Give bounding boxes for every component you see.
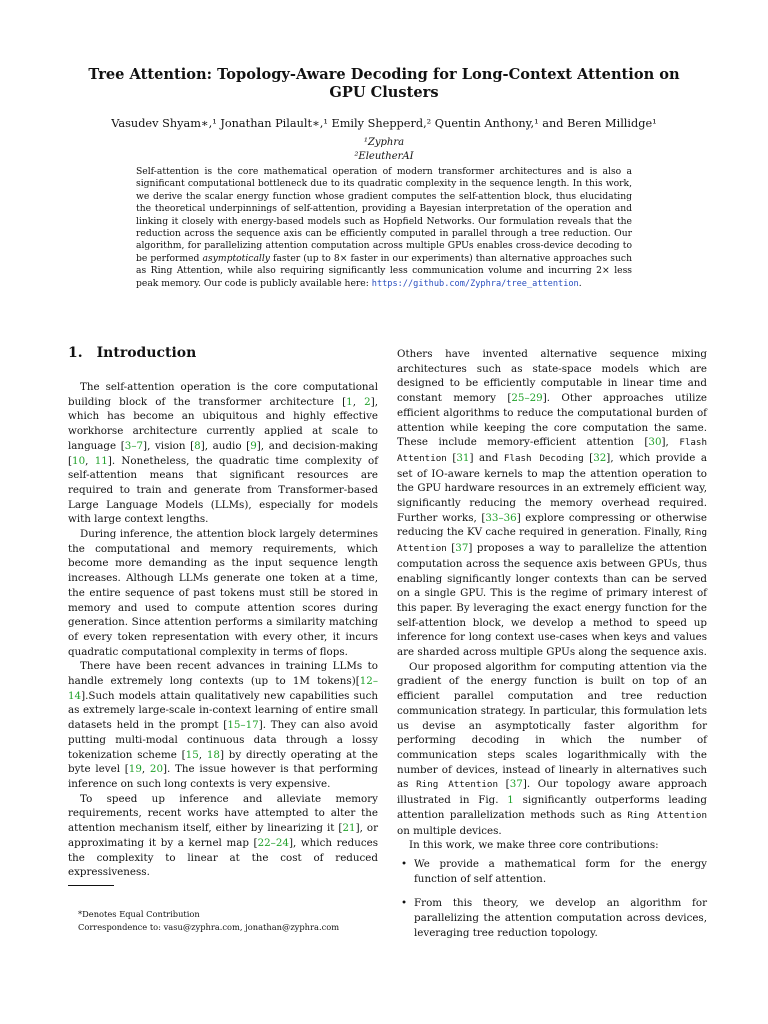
- citation-link[interactable]: 30: [648, 436, 662, 449]
- citation-link[interactable]: 25–29: [511, 392, 543, 405]
- citation-link[interactable]: 1: [346, 395, 353, 408]
- citation-link[interactable]: 22–24: [257, 836, 289, 849]
- citation-link[interactable]: 32: [593, 451, 607, 464]
- right-column: [397, 347, 707, 940]
- citation-link[interactable]: 33–36: [485, 511, 517, 524]
- intro-paragraph-5: Others have invented alternative sequence mixing architectures such as state-space models which are designed to be efficiently computable in linear time and constant memory [25–29]. Other approaches utilize efficient algorithms to reduce the computational burden of attention while keeping the core computation the same. These include memory-efficient attention [30], Flash Attention [31] and Flash Decoding [32], which provide a set of IO-aware kernels to map the attention operation to the GPU hardware resources in an extremely efficient way, significantly reducing the memory overhead required. Further works, [33–36] explore compressing or otherwise reducing the KV cache required in generation. Finally, Ring Attention [37] proposes a way to parallelize the attention computation across the sequence axis between GPUs, thus enabling significantly longer contexts than can be served on a single GPU. This is the regime of primary interest of this paper. By leveraging the exact energy function for the self-attention block, we develop a method to speed up inference for long context use-cases when keys and values are sharded across multiple GPUs along the sequence axis.: [397, 348, 707, 659]
- citation-link[interactable]: 19: [128, 763, 142, 776]
- affiliation-eleutherai: ²EleutherAI: [354, 151, 414, 162]
- citation-link[interactable]: 8: [194, 439, 201, 452]
- section-heading: 1. Introduction: [68, 345, 197, 361]
- intro-paragraph-6: Our proposed algorithm for computing attention via the gradient of the energy function is built on top of an efficient parallel computation and tree reduction communication strategy. In particular, this formulation lets us devise an asymptotically faster algorithm for performing decoding in which the number of communication steps scales logarithmically with the number of devices, instead of linearly in alternatives such as Ring Attention [37]. Our topology aware approach illustrated in Fig. 1 significantly outperforms leading attention parallelization methods such as Ring Attention on multiple devices.: [397, 660, 707, 837]
- citation-link[interactable]: 12–14: [68, 675, 378, 702]
- citation-link[interactable]: 3–7: [124, 439, 144, 452]
- citation-link[interactable]: 11: [94, 454, 108, 467]
- equal-contribution-note: *Denotes Equal Contribution: [78, 909, 200, 919]
- code-link[interactable]: https://github.com/Zyphra/tree_attention: [371, 278, 579, 289]
- method-name: Ring Attention: [397, 527, 707, 555]
- citation-link[interactable]: 20: [149, 763, 164, 776]
- method-name: Flash Attention: [397, 437, 707, 464]
- intro-paragraph-4: To speed up inference and alleviate memory requirements, recent works have attempted to alter the attention mechanism itself, either by linearizing it [21], or approximating it by a kernel map [22–24], which reduces the complexity to linear at the cost of reduced expressiveness.: [68, 792, 379, 879]
- citation-link[interactable]: 9: [250, 439, 257, 452]
- list-item: • We provide a mathematical form for the energy function of self attention.: [401, 857, 707, 885]
- citation-link[interactable]: 18: [206, 748, 220, 761]
- method-name: Ring Attention: [627, 809, 707, 821]
- citation-link[interactable]: 15: [185, 748, 199, 761]
- bullet-icon: •: [401, 857, 408, 870]
- intro-paragraph-1: The self-attention operation is the core computational building block of the transformer architecture [1, 2], which has become an ubiquitous and highly effective workhorse architecture currently applied at scale to language [3–7], vision [8], audio [9], and decision-making [10, 11]. Nonetheless, the quadratic time complexity of self-attention means that significant resources are required to train and generate from Transformer-based Large Language Models (LLMs), especially for models with large context lengths.: [68, 381, 379, 526]
- method-name: Flash Decoding: [503, 452, 584, 464]
- list-item: • From this theory, we develop an algorithm for parallelizing the attention computation across devices, leveraging tree reduction topology.: [401, 897, 707, 939]
- citation-link[interactable]: 10: [72, 454, 86, 467]
- bullet-icon: •: [401, 897, 408, 910]
- author-list: Vasudev Shyam∗,¹ Jonathan Pilault∗,¹ Emily Shepperd,² Quentin Anthony,¹ and Beren Millidge¹: [111, 117, 657, 130]
- intro-paragraph-2: During inference, the attention block largely determines the computational and memory requirements, which become more demanding as the input sequence length increases. Although LLMs generate one token at a time, the entire sequence of past tokens must still be stored in memory and used to compute attention scores during generation. Since attention performs a similarity matching of every token representation with every other, it incurs quadratic computational complexity in terms of flops.: [68, 528, 378, 658]
- abstract-emphasis: asymptotically: [202, 252, 270, 264]
- citation-link[interactable]: 37: [509, 778, 523, 791]
- paper-title: Tree Attention: Topology-Aware Decoding for Long-Context Attention on GPU Clusters: [88, 66, 680, 101]
- abstract: Self-attention is the core mathematical operation of modern transformer architectures and is also a significant computational bottleneck due to its quadratic complexity in the sequence length. In this work, we derive the scalar energy function whose gradient computes the self-attention block, thus elucidating the theoretical underpinnings of self-attention, providing a Bayesian interpretation of the operation and linking it closely with energy-based models such as Hopfield Networks. Our formulation reveals that the reduction across the sequence axis can be efficiently computed in parallel through a tree reduction. Our algorithm, for parallelizing attention computation across multiple GPUs enables cross-device decoding to be performed asymptotically faster (up to 8× faster in our experiments) than alternative approaches such as Ring Attention, while also requiring significantly less communication volume and incurring 2× less peak memory. Our code is publicly available here: https://github.com/Zyphra/tree_attention.: [136, 166, 632, 289]
- correspondence-note: Correspondence to: vasu@zyphra.com, jonathan@zyphra.com: [78, 922, 340, 932]
- method-name: Ring Attention: [416, 779, 498, 791]
- footnote-rule: [68, 885, 114, 886]
- citation-link[interactable]: 2: [364, 395, 371, 408]
- citation-link[interactable]: 21: [342, 822, 356, 835]
- citation-link[interactable]: 15–17: [227, 719, 259, 732]
- affiliation-zyphra: ¹Zyphra: [363, 137, 405, 148]
- figure-link[interactable]: 1: [507, 794, 514, 807]
- intro-paragraph-7: In this work, we make three core contributions:: [409, 839, 659, 852]
- citation-link[interactable]: 37: [455, 542, 469, 555]
- left-column: [68, 344, 378, 880]
- intro-paragraph-3: There have been recent advances in training LLMs to handle extremely long contexts (up to 1M tokens)[12–14].Such models attain qualitatively new capabilities such as extremely large-scale in-context learning of entire small datasets held in the prompt [15–17]. They can also avoid putting multi-modal continuous data through a lossy tokenization scheme [15, 18] by directly operating at the byte level [19, 20]. The issue however is that performing inference on such long contexts is very expensive.: [68, 660, 379, 790]
- footnote: [78, 908, 398, 934]
- contribution-list: [397, 857, 707, 941]
- citation-link[interactable]: 31: [456, 451, 470, 464]
